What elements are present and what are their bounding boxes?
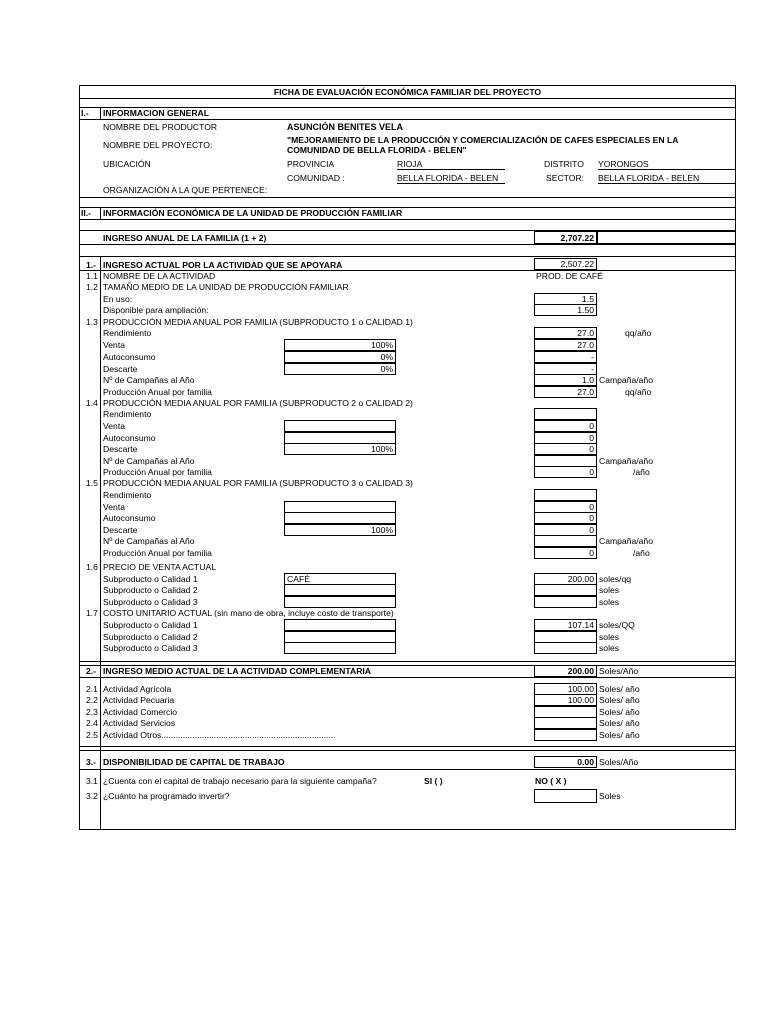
number-column-divider: [100, 207, 101, 220]
costo3-name-box: [284, 642, 396, 654]
costo3-box: [534, 642, 597, 654]
subproducto2-label: PRODUCCIÓN MEDIA ANUAL POR FAMILIA (SUBPRODUCTO 2 o CALIDAD 2): [103, 398, 413, 408]
servicios-box: [534, 717, 597, 729]
prod1-unit: qq/año: [625, 387, 652, 397]
costo3-unit: soles: [599, 643, 620, 653]
campanas2-unit: Campaña/año: [599, 456, 653, 466]
comercio-unit: Soles/ año: [599, 707, 640, 717]
rendimiento1-box: [534, 327, 597, 339]
ingreso-complementario-unit: Soles/Año: [599, 666, 639, 676]
servicios-unit: Soles/ año: [599, 718, 640, 728]
productor-label: NOMBRE DEL PRODUCTOR: [103, 122, 218, 132]
item-number: 1.2: [86, 282, 98, 292]
rendimiento-label: Rendimiento: [103, 328, 152, 338]
campanas3-box: [534, 535, 597, 547]
item-number: 1.7: [86, 608, 98, 618]
descarte-label: Descarte: [103, 444, 138, 454]
precio1-unit: soles/qq: [599, 574, 632, 584]
prod-anual-label: Producción Anual por familia: [103, 387, 212, 397]
campanas1-value: 1.0: [582, 375, 594, 385]
prod1-box: [534, 386, 597, 398]
frame-top: [79, 85, 736, 86]
precio2-unit: soles: [599, 585, 620, 595]
sector-label: SECTOR:: [546, 173, 585, 183]
proyecto-value-line2: COMUNIDAD DE BELLA FLORIDA - BELEN": [287, 145, 467, 155]
rule: [79, 661, 736, 662]
rule: [79, 119, 736, 120]
prod2-value: 0: [589, 467, 594, 477]
distrito-value: YORONGOS: [598, 159, 735, 170]
prod2-unit: /año: [633, 467, 650, 477]
item-number: 2.4: [86, 718, 98, 728]
agricola-unit: Soles/ año: [599, 684, 640, 694]
venta-label: Venta: [103, 340, 125, 350]
ubicacion-label: UBICACIÓN: [103, 159, 151, 169]
ingreso-complementario-value: 200.00: [567, 666, 594, 676]
subproducto3-label: PRODUCCIÓN MEDIA ANUAL POR FAMILIA (SUBPRODUCTO 3 o CALIDAD 3): [103, 478, 413, 488]
rule: [79, 769, 736, 770]
desc3-pct-box: [284, 524, 396, 536]
precio3-name-box: [284, 596, 396, 608]
desc2-value: 0: [589, 444, 594, 454]
item-number: 2.5: [86, 730, 98, 740]
tamano-label: TAMAÑO MEDIO DE LA UNIDAD DE PRODUCCIÓN FAMILIAR: [103, 282, 349, 292]
descarte-label: Descarte: [103, 364, 138, 374]
section-title: INFORMACION GENERAL: [103, 108, 209, 118]
precio-sub3-label: Subproducto o Calidad 3: [103, 597, 198, 607]
desc1-value: -: [591, 364, 594, 374]
auto1-pct: 0%: [380, 352, 393, 362]
venta-label: Venta: [103, 502, 125, 512]
item-number: 1.-: [86, 260, 97, 270]
capital-unit: Soles/Año: [599, 757, 639, 767]
venta1-value: 27.0: [577, 340, 594, 350]
venta2-value: 0: [589, 421, 594, 431]
item-number: 1.5: [86, 478, 98, 488]
rule: [79, 244, 736, 245]
rendimiento1-unit: qq/año: [625, 328, 652, 338]
desc3-value: 0: [589, 525, 594, 535]
item-number: 1.1: [86, 271, 98, 281]
venta1-box: [534, 339, 597, 351]
prod1-value: 27.0: [577, 387, 594, 397]
desc3-pct: 100%: [371, 525, 393, 535]
costo-label: COSTO UNITARIO ACTUAL (sin mano de obra, incluye costo de transporte): [103, 608, 394, 618]
inversion-question: ¿Cuánto ha programado invertir?: [103, 791, 230, 801]
ingreso-anual-box: [534, 231, 597, 244]
inversion-box: [534, 789, 597, 803]
desc2-box: [534, 443, 597, 455]
auto3-box: [534, 512, 597, 524]
pecuaria-unit: Soles/ año: [599, 695, 640, 705]
venta2-box: [534, 420, 597, 432]
prod-anual-label: Producción Anual por familia: [103, 467, 212, 477]
costo1-unit: soles/QQ: [599, 620, 635, 630]
capital-value: 0.00: [577, 757, 594, 767]
costo-sub2-label: Subproducto o Calidad 2: [103, 632, 198, 642]
organizacion-label: ORGANIZACIÓN A LA QUE PERTENECE:: [103, 185, 268, 195]
auto1-pct-box: [284, 351, 396, 363]
proyecto-label: NOMBRE DEL PROYECTO:: [103, 140, 213, 150]
costo1-value: 107.14: [567, 620, 594, 630]
servicios-label: Actividad Servicios: [103, 718, 176, 728]
item-title: DISPONIBILIDAD DE CAPITAL DE TRABAJO: [103, 757, 285, 767]
autoconsumo-label: Autoconsumo: [103, 513, 156, 523]
en-uso-value: 1.5: [582, 294, 594, 304]
frame-bottom: [79, 829, 736, 830]
ingreso-anual-label: INGRESO ANUAL DE LA FAMILIA (1 + 2): [103, 233, 267, 243]
rule: [79, 256, 736, 257]
auto3-pct-box: [284, 512, 396, 524]
disponible-value: 1.50: [577, 305, 594, 315]
desc2-pct-box: [284, 443, 396, 455]
rendimiento2-box: [534, 408, 597, 420]
rule: [79, 750, 736, 751]
actividad-label: NOMBRE DE LA ACTIVIDAD: [103, 271, 216, 281]
rendimiento-label: Rendimiento: [103, 409, 152, 419]
ingreso-anual-value: 2,707.22: [560, 233, 594, 243]
distrito-label: DISTRITO: [544, 159, 584, 169]
ingreso-actividad-box: [534, 258, 597, 270]
subproducto1-label: PRODUCCIÓN MEDIA ANUAL POR FAMILIA (SUBPRODUCTO 1 o CALIDAD 1): [103, 317, 413, 327]
venta2-pct-box: [284, 420, 396, 432]
campanas-label: Nº de Campañas al Año: [103, 536, 195, 546]
agricola-value: 100.00: [567, 684, 594, 694]
campanas1-box: [534, 374, 597, 386]
campanas3-unit: Campaña/año: [599, 536, 653, 546]
precio-sub2-label: Subproducto o Calidad 2: [103, 585, 198, 595]
section-number: II.-: [81, 208, 92, 218]
ingreso-anual-extra-box: [597, 231, 736, 244]
autoconsumo-label: Autoconsumo: [103, 352, 156, 362]
section-title: INFORMACIÓN ECONÓMICA DE LA UNIDAD DE PRODUCCIÓN FAMILIAR: [103, 208, 403, 218]
capital-question: ¿Cuenta con el capital de trabajo necesario para la siguiente campaña?: [103, 776, 377, 786]
prod2-box: [534, 466, 597, 478]
precio2-box: [534, 584, 597, 596]
disponible-box: [534, 304, 597, 316]
desc1-pct: 0%: [380, 364, 393, 374]
auto3-value: 0: [589, 513, 594, 523]
costo1-box: [534, 619, 597, 631]
costo1-name-box: [284, 619, 396, 631]
autoconsumo-label: Autoconsumo: [103, 433, 156, 443]
otros-box: [534, 729, 597, 741]
rule: [79, 219, 736, 220]
precio1-name: CAFÉ: [287, 574, 310, 584]
rule: [79, 746, 736, 747]
rule: [79, 197, 736, 198]
rendimiento1-value: 27.0: [577, 328, 594, 338]
venta1-pct: 100%: [371, 340, 393, 350]
rule: [79, 677, 736, 678]
item-number: 2.-: [86, 666, 97, 676]
provincia-value: RIOJA: [397, 159, 505, 170]
auto2-value: 0: [589, 433, 594, 443]
item-number: 1.3: [86, 317, 98, 327]
rule: [79, 98, 736, 99]
pecuaria-label: Actividad Pecuaria: [103, 695, 175, 705]
si-option: SI ( ): [424, 776, 443, 786]
prod3-box: [534, 547, 597, 559]
disponible-label: Disponible para ampliación:: [103, 305, 209, 315]
number-column-divider: [100, 256, 101, 830]
auto1-box: [534, 351, 597, 363]
item-number: 1.4: [86, 398, 98, 408]
section-number: I.-: [81, 108, 89, 118]
prod3-value: 0: [589, 548, 594, 558]
no-option: NO ( X ): [535, 776, 567, 786]
precio3-unit: soles: [599, 597, 620, 607]
auto1-value: -: [591, 352, 594, 362]
item-title: INGRESO ACTUAL POR LA ACTIVIDAD QUE SE APOYARA: [103, 260, 343, 270]
costo-sub3-label: Subproducto o Calidad 3: [103, 643, 198, 653]
campanas-label: Nº de Campañas al Año: [103, 375, 195, 385]
prod-anual-label: Producción Anual por familia: [103, 548, 212, 558]
venta-label: Venta: [103, 421, 125, 431]
provincia-label: PROVINCIA: [287, 159, 335, 169]
inversion-unit: Soles: [599, 791, 621, 801]
item-title: INGRESO MEDIO ACTUAL DE LA ACTIVIDAD COMPLEMENTARIA: [103, 666, 371, 676]
campanas1-unit: Campaña/año: [599, 375, 653, 385]
item-number: 1.6: [86, 562, 98, 572]
ingreso-complementario-box: [534, 665, 597, 677]
capital-box: [534, 756, 597, 768]
number-column-divider: [100, 107, 101, 120]
item-number: 3.1: [86, 776, 98, 786]
costo-sub1-label: Subproducto o Calidad 1: [103, 620, 198, 630]
ingreso-actividad-value: 2,507.22: [560, 259, 594, 269]
precio-label: PRECIO DE VENTA ACTUAL: [103, 562, 217, 572]
item-number: 3.2: [86, 791, 98, 801]
otros-unit: Soles/ año: [599, 730, 640, 740]
item-number: 3.-: [86, 757, 97, 767]
precio2-name-box: [284, 584, 396, 596]
productor-value: ASUNCIÓN BENITES VELA: [287, 122, 404, 132]
comunidad-value: BELLA FLORIDA - BELEN: [397, 173, 505, 184]
actividad-value: PROD. DE CAFÉ: [536, 271, 603, 281]
sector-value: BELLA FLORIDA - BELEN: [598, 173, 735, 184]
precio-sub1-label: Subproducto o Calidad 1: [103, 574, 198, 584]
rendimiento-label: Rendimiento: [103, 490, 152, 500]
costo2-unit: soles: [599, 632, 620, 642]
venta1-pct-box: [284, 339, 396, 351]
precio1-value: 200.00: [567, 574, 594, 584]
en-uso-label: En uso:: [103, 294, 133, 304]
comunidad-label: COMUNIDAD :: [287, 173, 345, 183]
rendimiento3-box: [534, 489, 597, 501]
precio3-box: [534, 596, 597, 608]
otros-label: Actividad Otros........................................................................: [103, 730, 334, 740]
item-number: 2.1: [86, 684, 98, 694]
desc1-pct-box: [284, 363, 396, 375]
item-number: 2.2: [86, 695, 98, 705]
descarte-label: Descarte: [103, 525, 138, 535]
desc2-pct: 100%: [371, 444, 393, 454]
comercio-label: Actividad Comercio: [103, 707, 178, 717]
proyecto-value-line1: "MEJORAMIENTO DE LA PRODUCCIÓN Y COMERCIALIZACIÓN DE CAFES ESPECIALES EN LA: [287, 135, 679, 145]
campanas-label: Nº de Campañas al Año: [103, 456, 195, 466]
item-number: 2.3: [86, 707, 98, 717]
venta3-value: 0: [589, 502, 594, 512]
pecuaria-value: 100.00: [567, 695, 594, 705]
agricola-label: Actividad Agrícola: [103, 684, 172, 694]
page-title: FICHA DE EVALUACIÓN ECONÓMICA FAMILIAR DEL PROYECTO: [273, 87, 542, 97]
prod3-unit: /año: [633, 548, 650, 558]
pecuaria-box: [534, 694, 597, 706]
